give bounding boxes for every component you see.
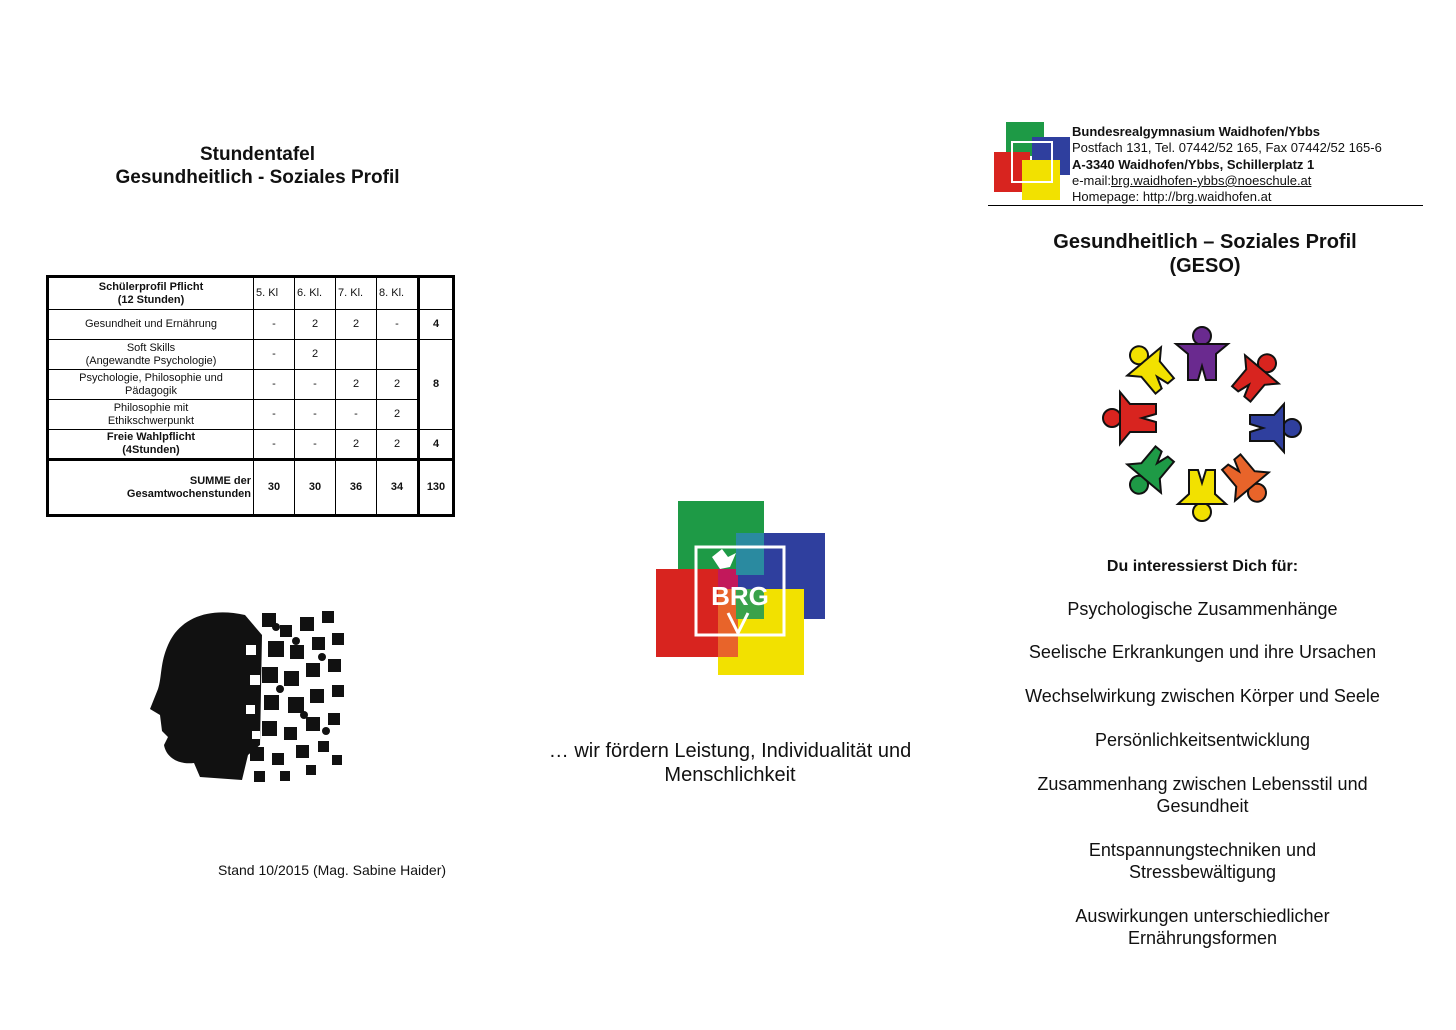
total-sum: 130: [419, 460, 454, 516]
slogan: … wir fördern Leistung, Individualität und Menschlichkeit: [548, 740, 912, 786]
interest-item: Psychologische Zusammenhänge: [1067, 599, 1338, 619]
title-line-2: Gesundheitlich - Soziales Profil: [115, 167, 400, 188]
school-homepage[interactable]: Homepage: http://brg.waidhofen.at: [1072, 189, 1272, 205]
table-cell: 2: [377, 430, 419, 460]
table-cell: 2: [377, 400, 419, 430]
table-cell: 2: [377, 370, 419, 400]
table-row: [48, 400, 454, 430]
table-header-row: [48, 277, 454, 310]
email-link[interactable]: brg.waidhofen-ybbs@noeschule.at: [1111, 172, 1312, 188]
dancing-figures-image: [1096, 318, 1308, 528]
row-subject: Psychologie, Philosophie und Pädagogik: [48, 370, 254, 400]
puzzle-head-image: [150, 605, 355, 790]
table-cell: 2: [336, 310, 377, 340]
table-cell: 2: [295, 340, 336, 370]
stundentafel-table: [46, 275, 455, 517]
brg-logo: [656, 501, 826, 676]
interest-item: Seelische Erkrankungen und ihre Ursachen: [1028, 642, 1377, 662]
table-cell: 30: [295, 460, 336, 516]
table-cell: 30: [254, 460, 295, 516]
interest-item: Zusammenhang zwischen Lebensstil und Gesundheit: [1037, 774, 1368, 816]
title-line-1: Stundentafel: [199, 144, 316, 165]
header-col-8: 8. Kl.: [377, 277, 419, 310]
table-cell: -: [254, 340, 295, 370]
header-subject: Schülerprofil Pflicht (12 Stunden): [48, 277, 254, 310]
school-email-line: e-mail:brg.waidhofen-ybbs@noeschule.at: [1072, 172, 1312, 188]
school-contact: [1072, 124, 1382, 205]
table-cell: -: [295, 430, 336, 460]
header-col-5: 5. Kl: [254, 277, 295, 310]
table-cell: [377, 340, 419, 370]
table-cell: 2: [295, 310, 336, 340]
header-divider: [988, 205, 1423, 206]
row-subject: Soft Skills (Angewandte Psychologie): [48, 340, 254, 370]
school-logo-small: [994, 122, 1070, 200]
interest-item: Persönlichkeitsentwicklung: [1094, 730, 1311, 750]
row-sum: 4: [419, 310, 454, 340]
logo-letters: BRG: [711, 581, 769, 611]
school-name: Bundesrealgymnasium Waidhofen/Ybbs: [1072, 124, 1321, 139]
total-label: SUMME der Gesamtwochenstunden: [48, 460, 254, 516]
table-cell: 34: [377, 460, 419, 516]
table-cell: -: [377, 310, 419, 340]
table-cell: -: [295, 370, 336, 400]
interests-heading: Du interessierst Dich für:: [1106, 558, 1299, 575]
header-col-6: 6. Kl.: [295, 277, 336, 310]
table-cell: -: [254, 370, 295, 400]
group-sum: 8: [419, 340, 454, 430]
table-row: [48, 310, 454, 340]
interest-item: Entspannungstechniken und Stressbewältigung: [1088, 840, 1317, 882]
row-sum: 4: [419, 430, 454, 460]
stand-note: Stand 10/2015 (Mag. Sabine Haider): [218, 862, 447, 878]
row-subject: Philosophie mit Ethikschwerpunkt: [48, 400, 254, 430]
profile-title: Gesundheitlich – Soziales Profil (GESO): [1053, 231, 1357, 277]
table-row: [48, 340, 454, 370]
interest-item: Auswirkungen unterschiedlicher Ernährungsformen: [1075, 906, 1330, 948]
header-sum: [419, 277, 454, 310]
table-cell: -: [254, 310, 295, 340]
school-address: A-3340 Waidhofen/Ybbs, Schillerplatz 1: [1072, 156, 1315, 172]
row-subject: Gesundheit und Ernährung: [48, 310, 254, 340]
table-cell: [336, 340, 377, 370]
header-col-7: 7. Kl.: [336, 277, 377, 310]
table-total-row: [48, 460, 454, 516]
table-row: [48, 430, 454, 460]
table-cell: -: [254, 400, 295, 430]
table-cell: -: [295, 400, 336, 430]
school-postfach: Postfach 131, Tel. 07442/52 165, Fax 07442/52 165-6: [1072, 140, 1382, 156]
interest-item: Wechselwirkung zwischen Körper und Seele: [1025, 686, 1380, 706]
table-row: [48, 370, 454, 400]
table-cell: 2: [336, 370, 377, 400]
stundentafel-title: [60, 143, 455, 189]
table-cell: -: [336, 400, 377, 430]
table-cell: 2: [336, 430, 377, 460]
table-cell: 36: [336, 460, 377, 516]
table-cell: -: [254, 430, 295, 460]
row-subject: Freie Wahlpflicht (4Stunden): [48, 430, 254, 460]
